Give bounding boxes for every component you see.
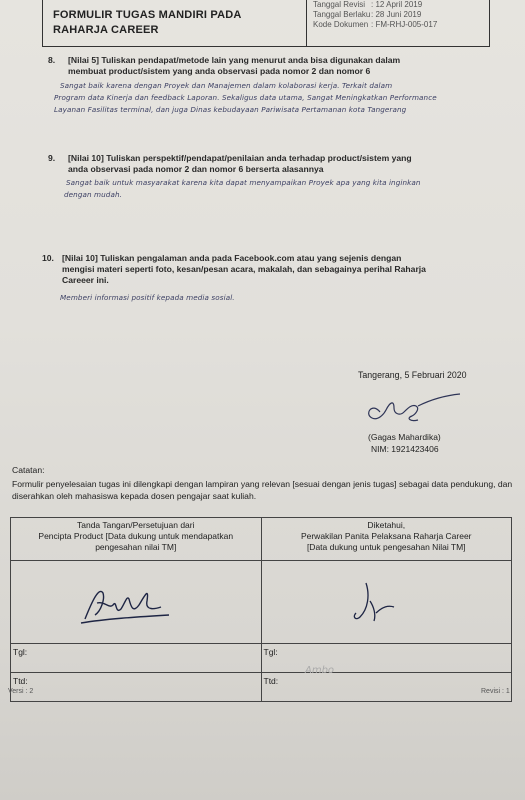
- notes-text: Formulir penyelesaian tugas ini dilengkapi dengan lampiran yang relevan [sesuai dengan jenis tugas] sebagai data pendukung, dan diserahkan oleh mahasiswa kepada dosen pengajar saat kuliah.: [12, 479, 513, 501]
- pencil-note: Ambo: [305, 665, 335, 676]
- committee-date-cell: [261, 644, 512, 673]
- version-label: Versi : 2: [8, 688, 34, 695]
- handwritten-line: Sangat baik karena dengan Proyek dan Manajemen dalam kolaborasi kerja. Terkait dalam: [60, 81, 393, 90]
- committee-approval-header: Diketahui, Perwakilan Panita Pelaksana Raharja Career [Data dukung untuk pengesahan Nilai TM]: [261, 518, 512, 561]
- question-text-line: [Nilai 5] Tuliskan pendapat/metode lain yang menurut anda bisa digunakan dalam: [68, 55, 401, 65]
- answer-8: [54, 80, 515, 116]
- student-nim: NIM: 1921423406: [371, 444, 439, 454]
- date-label: Tgl:: [13, 647, 28, 657]
- question-text-line: anda observasi pada nomor 2 dan nomor 6 berserta alasannya: [68, 164, 324, 174]
- answer-10: [60, 292, 460, 304]
- question-text-line: mengisi materi seperti foto, kesan/pesan acara, makalah, dan sebagainya perihal Raharja: [62, 264, 426, 274]
- creator-signature-cell: [11, 561, 262, 644]
- question-text-line: [Nilai 10] Tuliskan pengalaman anda pada Facebook.com atau yang sejenis dengan: [62, 253, 402, 263]
- revision-label: Revisi : 1: [481, 688, 510, 695]
- handwritten-line: Layanan Fasilitas terminal, dan juga Dinas kebudayaan Pariwisata Pertamanan kota Tangerang: [54, 105, 407, 114]
- question-8: [48, 55, 518, 77]
- question-text-line: [Nilai 10] Tuliskan perspektif/pendapat/penilaian anda terhadap product/sistem yang: [68, 153, 412, 163]
- form-title-line-2: RAHARJA CAREER: [53, 24, 159, 36]
- sign-label: Ttd:: [263, 676, 279, 686]
- document-meta: [307, 0, 489, 46]
- committee-signature-cell: [261, 561, 512, 644]
- handwritten-line: dengan mudah.: [64, 190, 123, 199]
- handwritten-line: Memberi informasi positif kepada media sosial.: [60, 293, 235, 302]
- handwritten-line: Program data Kinerja dan feedback Laporan. Sekaligus data utama, Sangat Meningkatkan Performance: [54, 93, 437, 102]
- meta-effective-date: Tanggal Berlaku : 28 Juni 2019: [313, 10, 422, 19]
- question-number: 9.: [48, 153, 56, 163]
- meta-revision-date: Tanggal Revisi : 12 April 2019: [313, 0, 423, 9]
- creator-signature: [75, 579, 175, 629]
- answer-9: [66, 177, 516, 201]
- sign-label: Ttd:: [13, 676, 28, 686]
- approval-table: [10, 517, 512, 702]
- creator-date-cell: [11, 644, 262, 673]
- meta-document-code: Kode Dokumen : FM-RHJ-005-017: [313, 20, 438, 29]
- notes-label: Catatan:: [12, 465, 45, 475]
- question-number: 8.: [48, 55, 56, 65]
- student-name: (Gagas Mahardika): [368, 432, 441, 442]
- form-title: [43, 0, 307, 46]
- question-9: [48, 153, 508, 175]
- question-text-line: Careeer ini.: [62, 275, 109, 285]
- question-10: [42, 253, 512, 286]
- date-label: Tgl:: [263, 647, 278, 657]
- place-date: Tangerang, 5 Februari 2020: [358, 370, 467, 380]
- question-number: 10.: [42, 253, 54, 263]
- committee-signature: [346, 577, 406, 627]
- form-title-line-1: FORMULIR TUGAS MANDIRI PADA: [53, 9, 242, 21]
- student-signature: [360, 392, 470, 426]
- creator-sign-cell: [11, 673, 262, 702]
- form-header: [42, 0, 490, 47]
- creator-approval-header: Tanda Tangan/Persetujuan dari Pencipta Product [Data dukung untuk mendapatkan pengesahan nilai TM]: [11, 518, 262, 561]
- committee-sign-cell: [261, 673, 512, 702]
- handwritten-line: Sangat baik untuk masyarakat karena kita dapat menyampaikan Proyek apa yang kita inginkan: [66, 178, 421, 187]
- question-text-line: membuat product/sistem yang anda observasi pada nomor 2 dan nomor 6: [68, 66, 371, 76]
